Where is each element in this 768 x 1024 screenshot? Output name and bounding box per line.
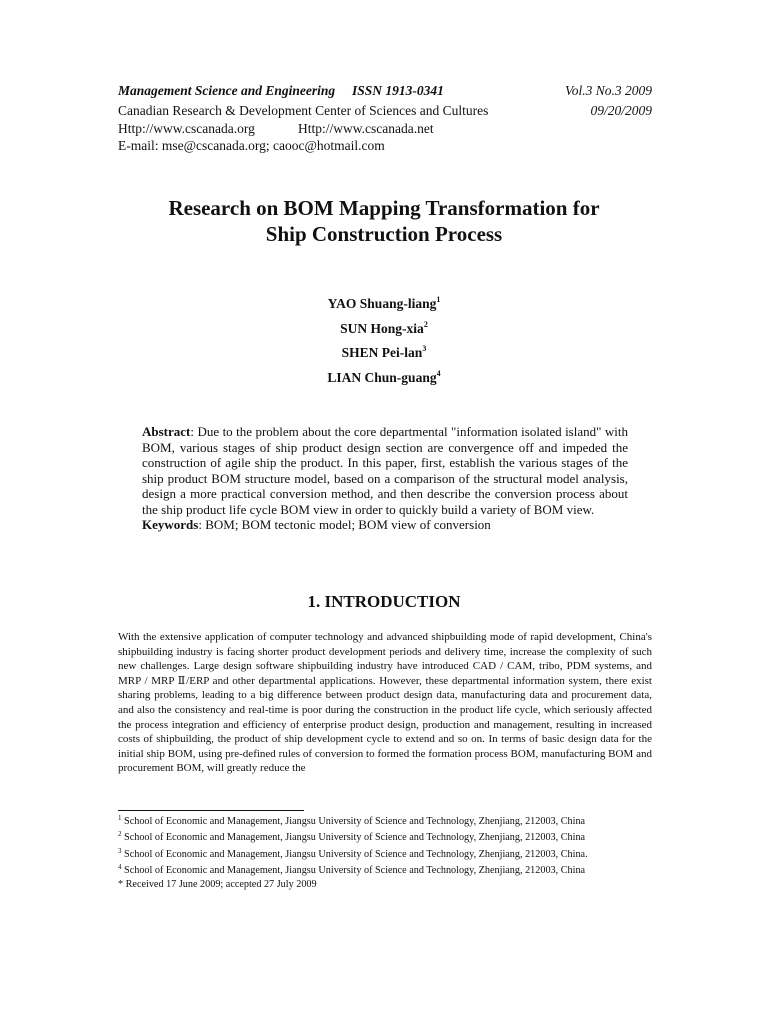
url-link-2[interactable]: Http://www.cscanada.net [298,121,434,136]
footnote-divider [118,810,304,811]
author-affiliation-mark: 3 [422,344,427,353]
email-line [118,137,385,154]
abstract-block [142,424,628,533]
keywords-text: : BOM; BOM tectonic model; BOM view of conversion [198,517,491,532]
footnote: $^2$ School of Economic and Management, Jiangsu University of Science and Technology, Zhenjiang, 212003, China [118,830,586,844]
abstract-paragraph [142,424,628,517]
author-affiliation-mark: 4 [436,368,441,378]
email-addresses[interactable]: mse@cscanada.org; caooc@hotmail.com [161,138,385,153]
journal-name: Management Science and Engineering [118,83,336,98]
publisher: Canadian Research & Development Center of Sciences and Cultures [118,103,489,118]
author-affiliation-mark: 2 [423,319,428,329]
issn: ISSN 1913-0341 [352,83,444,98]
author: SHEN Pei-lan$^3$ [341,344,427,360]
volume-info: Vol.3 No.3 2009 [564,83,652,98]
author-list [0,288,768,386]
abstract-text: : Due to the problem about the core departmental "information isolated island" with BOM, various stages of ship product design section are convergence off and impeded the construction of agile ship the product. In this paper, first, establish the various stages of the ship product BOM structure model, based on a comparison of the structural model analysis, design a more practical conversion method, and then describe the conversion process about the ship product life cycle BOM view in order to quickly build a variety of BOM view. [142,424,628,517]
footnote: $^1$ School of Economic and Management, Jiangsu University of Science and Technology, Zhenjiang, 212003, China [118,814,586,827]
intro-paragraph: With the extensive application of computer technology and advanced shipbuilding mode of rapid development, China's shipbuilding industry is facing shorter product development periods and delivery time, increase the complexity of such new challenges. Large design software shipbuilding industry have introduced CAD / CAM, tribo, PDM systems, and MRP / MRP Ⅱ/ERP and other departmental applications. However, these departmental information system, there exist sharing problems, leading to a big difference between product design data, manufacturing data and procurement data, and also the consistency and real-time is poor during the construction in the product life cycle, which seriously affected the process integration and efficiency of enterprise product design, production and management, resulting in increased costs of shipbuilding, the product of ship development cycle to extend and so on. In terms of basic design data for the initial ship BOM, using pre-defined rules of conversion to formed the formation process BOM, manufacturing BOM and procurement BOM, will greatly reduce the [118,631,652,775]
author-affiliation-mark: 1 [436,295,441,304]
keywords-line [142,517,628,533]
paper-title-line-1: Research on BOM Mapping Transformation for [168,196,600,220]
paper-title-line-2: Ship Construction Process [265,222,503,246]
footnote: $^3$ School of Economic and Management, Jiangsu University of Science and Technology, Zhenjiang, 212003, China. [118,846,588,860]
paper-title [100,195,668,247]
received-note: * Received 17 June 2009; accepted 27 July 2009 [118,878,317,890]
author: YAO Shuang-liang$^1$ [327,295,441,311]
section-heading: 1. INTRODUCTION [307,592,461,611]
keywords-label: Keywords [142,517,199,532]
author: SUN Hong-xia$^2$ [340,319,428,336]
footnote: $^4$ School of Economic and Management, Jiangsu University of Science and Technology, Zhenjiang, 212003, China [118,863,586,877]
author: LIAN Chun-guang$^4$ [327,368,441,385]
journal-name-issn [118,82,444,99]
footnotes [118,812,654,891]
url-link-1[interactable]: Http://www.cscanada.org [118,121,255,136]
email-label: E-mail: [118,138,159,153]
abstract-label: Abstract [142,424,191,439]
publication-date: 09/20/2009 [590,103,652,118]
